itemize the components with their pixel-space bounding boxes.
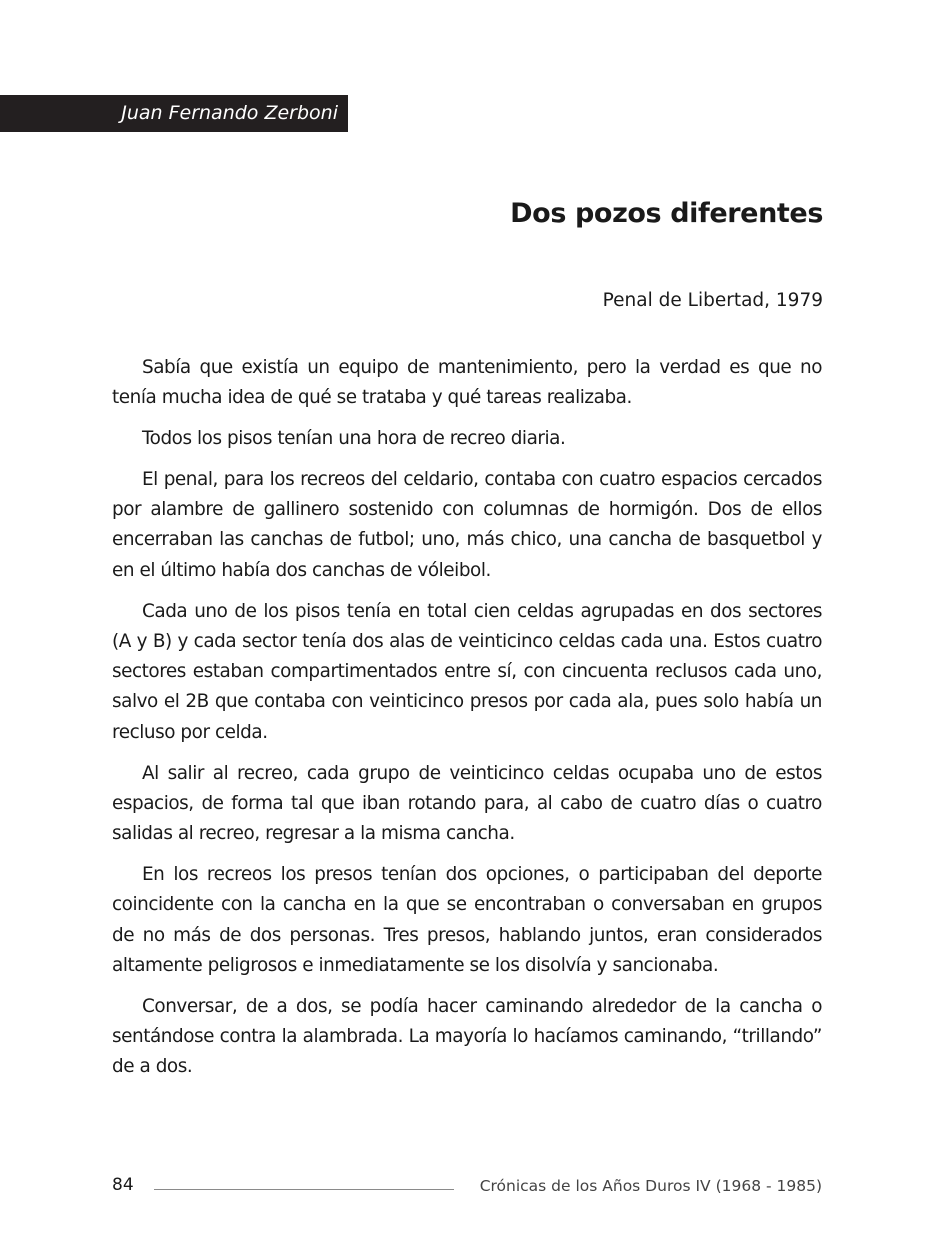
page-footer bbox=[112, 1172, 822, 1202]
place-date-line: Penal de Libertad, 1979 bbox=[602, 290, 823, 311]
paragraph: Conversar, de a dos, se podía hacer caminando alrededor de la cancha o sentándose contra la alambrada. La mayoría lo hacíamos caminando, “trillando” de a dos. bbox=[112, 995, 822, 1078]
paragraph: En los recreos los presos tenían dos opciones, o participaban del deporte coincidente con la cancha en la que se encontraban o conversaban en grupos de no más de dos personas. Tres presos, hablando juntos, eran considerados altamente peligrosos e inmediatamente se los disolvía y sancionaba. bbox=[112, 863, 822, 976]
page-number: 84 bbox=[112, 1175, 134, 1195]
footer-divider bbox=[154, 1189, 454, 1190]
chapter-title: Dos pozos diferentes bbox=[510, 198, 823, 229]
paragraph: El penal, para los recreos del celdario, contaba con cuatro espacios cercados por alambre de gallinero sostenido con columnas de hormigón. Dos de ellos encerraban las canchas de futbol; uno, más chico, una cancha de basquetbol y en el último había dos canchas de vóleibol. bbox=[112, 468, 822, 581]
paragraph: Al salir al recreo, cada grupo de veinticinco celdas ocupaba uno de estos espacios, de forma tal que iban rotando para, al cabo de cuatro días o cuatro salidas al recreo, regresar a la misma cancha. bbox=[112, 762, 822, 845]
author-name: Juan Fernando Zerboni bbox=[121, 102, 338, 124]
paragraph: Sabía que existía un equipo de mantenimiento, pero la verdad es que no tenía mucha idea de qué se trataba y qué tareas realizaba. bbox=[112, 357, 822, 409]
author-header-band bbox=[0, 95, 348, 132]
paragraph: Todos los pisos tenían una hora de recreo diaria. bbox=[142, 428, 566, 450]
paragraph: Cada uno de los pisos tenía en total cien celdas agrupadas en dos sectores (A y B) y cada sector tenía dos alas de veinticinco celdas cada una. Estos cuatro sectores estaban compartimentados entre sí, con cincuenta reclusos cada uno, salvo el 2B que contaba con veinticinco presos por cada ala, pues solo había un recluso por celda. bbox=[112, 600, 822, 743]
chapter-body bbox=[112, 353, 822, 1093]
book-title: Crónicas de los Años Duros IV (1968 - 1985) bbox=[479, 1177, 822, 1195]
